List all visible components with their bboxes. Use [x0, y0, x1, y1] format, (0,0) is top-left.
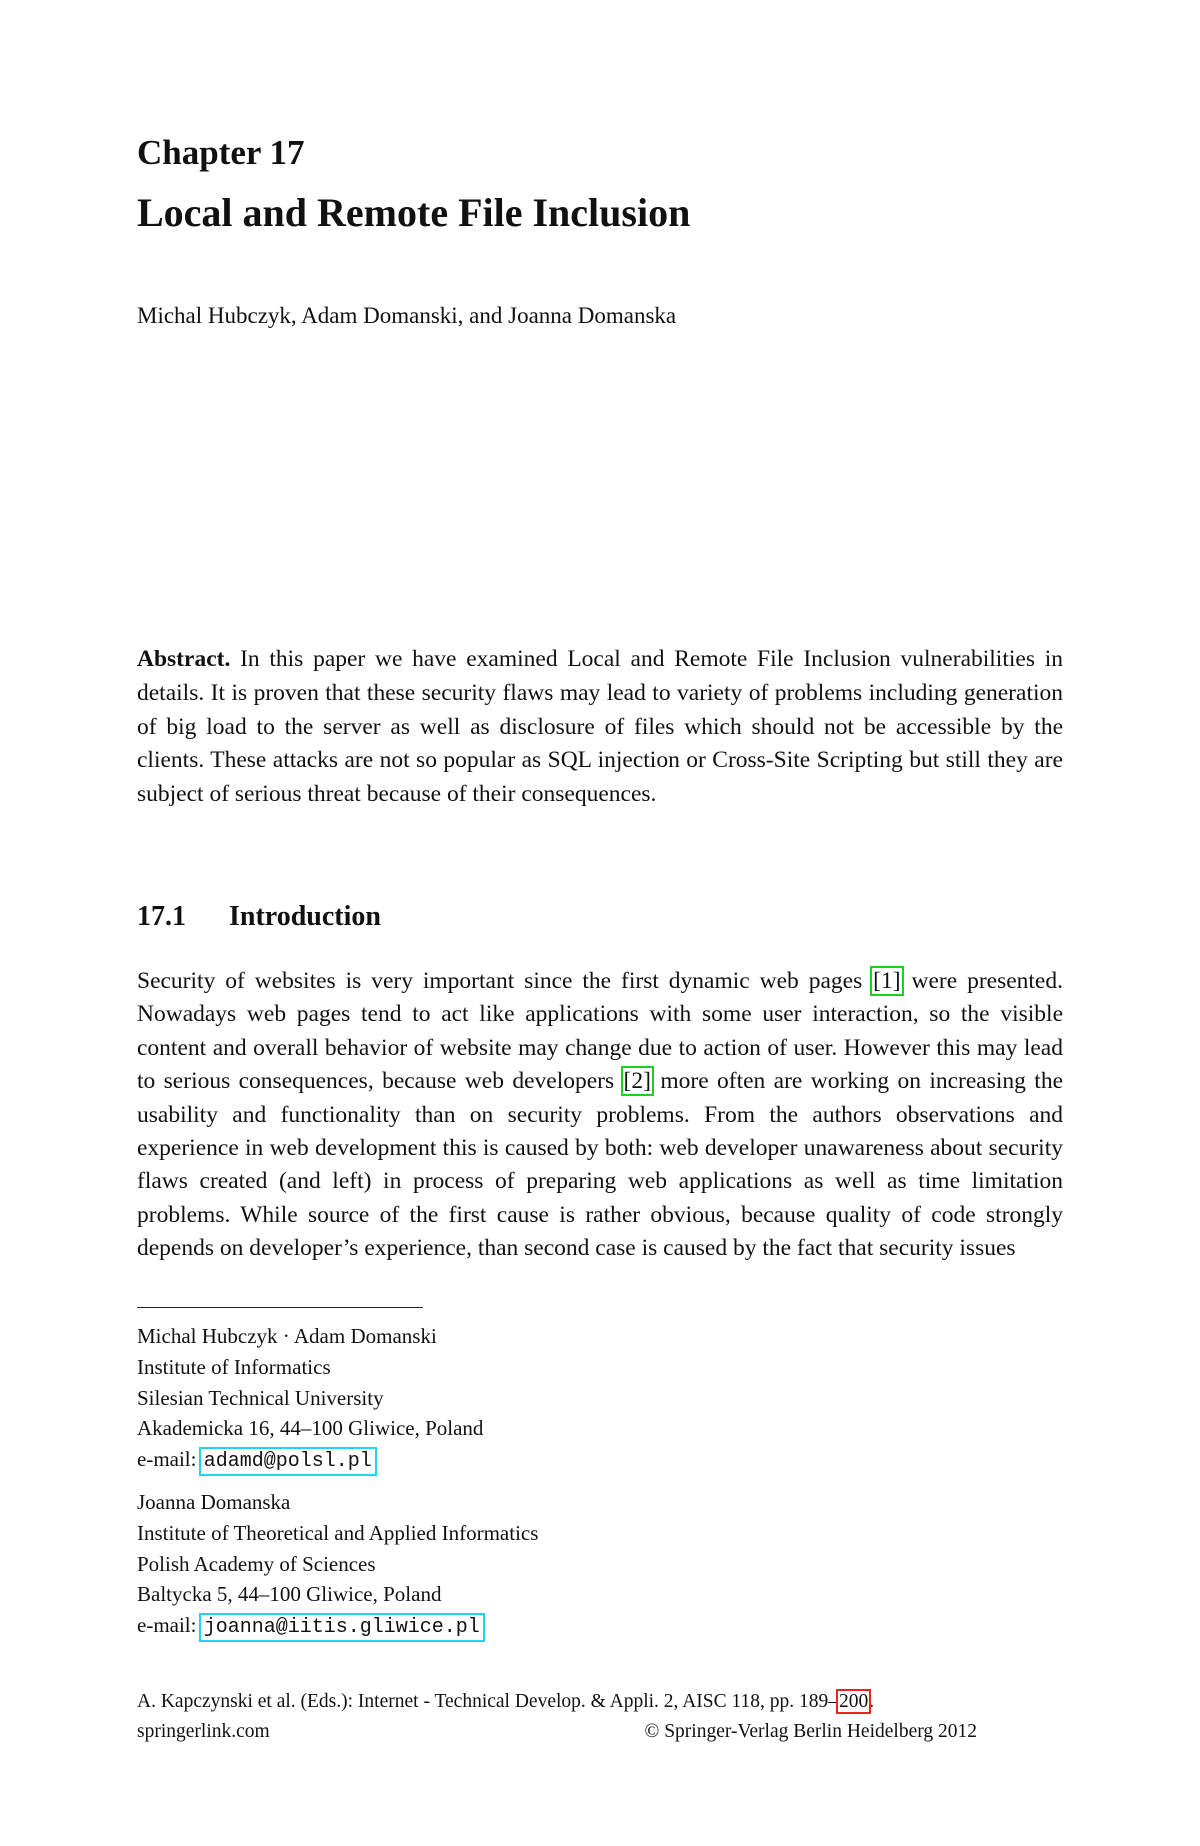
author-list: Michal Hubczyk, Adam Domanski, and Joanna Domanska: [137, 303, 677, 328]
abstract-label: Abstract.: [137, 646, 231, 672]
affiliation-names: Joanna Domanska: [137, 1490, 291, 1514]
footnote-divider: [137, 1307, 423, 1308]
abstract-text: In this paper we have examined Local and Remote File Inclusion vulnerabilities in details. It is proven that these security flaws may lead to variety of problems including generation of big load to the server as well as disclosure of files which should not be accessible by the clients. These attacks are not so popular as SQL injection or Cross-Site Scripting but still they are subject of serious threat because of their consequences.: [137, 646, 1063, 808]
citation-text: A. Kapczynski et al. (Eds.): Internet - Technical Develop. & Appli. 2, AISC 118, pp. 189–: [137, 1691, 839, 1712]
chapter-label: Chapter 17: [137, 133, 305, 172]
intro-text-3: more often are working on increasing the usability and functionality than on security problems. From the authors observations and experience in web development this is caused by both: web developer unawareness about security flaws created (and left) in process of preparing web applications as well as time limitation problems. While source of the first cause is rather obvious, because quality of code strongly depends on developer’s experience, than second case is caused by the fact that security issues: [137, 1068, 1063, 1262]
affiliation-block-1: [137, 1321, 483, 1478]
abstract: [137, 643, 1063, 812]
publication-info: [137, 1687, 977, 1747]
citation-suffix: .: [869, 1691, 875, 1712]
citation-line: [137, 1687, 977, 1717]
affiliation-university: Silesian Technical University: [137, 1385, 384, 1410]
email-link[interactable]: joanna@iitis.gliwice.pl: [203, 1616, 480, 1640]
affiliation-address: Baltycka 5, 44–100 Gliwice, Poland: [137, 1582, 442, 1607]
email-label: e-mail:: [137, 1613, 202, 1638]
affiliation-institute: Institute of Theoretical and Applied Informatics: [137, 1520, 539, 1545]
section-heading: [137, 903, 381, 931]
email-link[interactable]: adamd@polsl.pl: [203, 1450, 372, 1474]
affiliation-block-2: [137, 1487, 538, 1644]
page-end-link[interactable]: 200: [839, 1691, 869, 1712]
affiliation-institute: Institute of Informatics: [137, 1354, 331, 1379]
affiliation-university: Polish Academy of Sciences: [137, 1551, 376, 1576]
section-title: Introduction: [229, 901, 381, 932]
affiliation-address: Akademicka 16, 44–100 Gliwice, Poland: [137, 1416, 484, 1441]
affiliation-email-line: [137, 1444, 483, 1478]
intro-text-2: were presented. Nowadays web pages tend to act like applications with some user interaction, so the visible content and overall behavior of website may change due to action of user. However this may lead to serious consequences, because web developers: [137, 968, 1063, 1095]
section-number: 17.1: [137, 901, 186, 932]
affiliation-names: Michal Hubczyk · Adam Domanski: [137, 1324, 437, 1348]
chapter-title: Local and Remote File Inclusion: [137, 190, 691, 235]
citation-link-2[interactable]: [2]: [623, 1068, 651, 1095]
publisher-site: springerlink.com: [137, 1721, 270, 1742]
citation-link-1[interactable]: [1]: [873, 968, 901, 994]
affiliation-email-line: [137, 1610, 538, 1644]
copyright-notice: © Springer-Verlag Berlin Heidelberg 2012: [644, 1721, 977, 1742]
intro-text-1: Security of websites is very important since the first dynamic web pages: [137, 968, 873, 994]
publisher-row: [137, 1717, 977, 1747]
introduction-paragraph: [137, 965, 1063, 1266]
email-label: e-mail:: [137, 1447, 202, 1472]
